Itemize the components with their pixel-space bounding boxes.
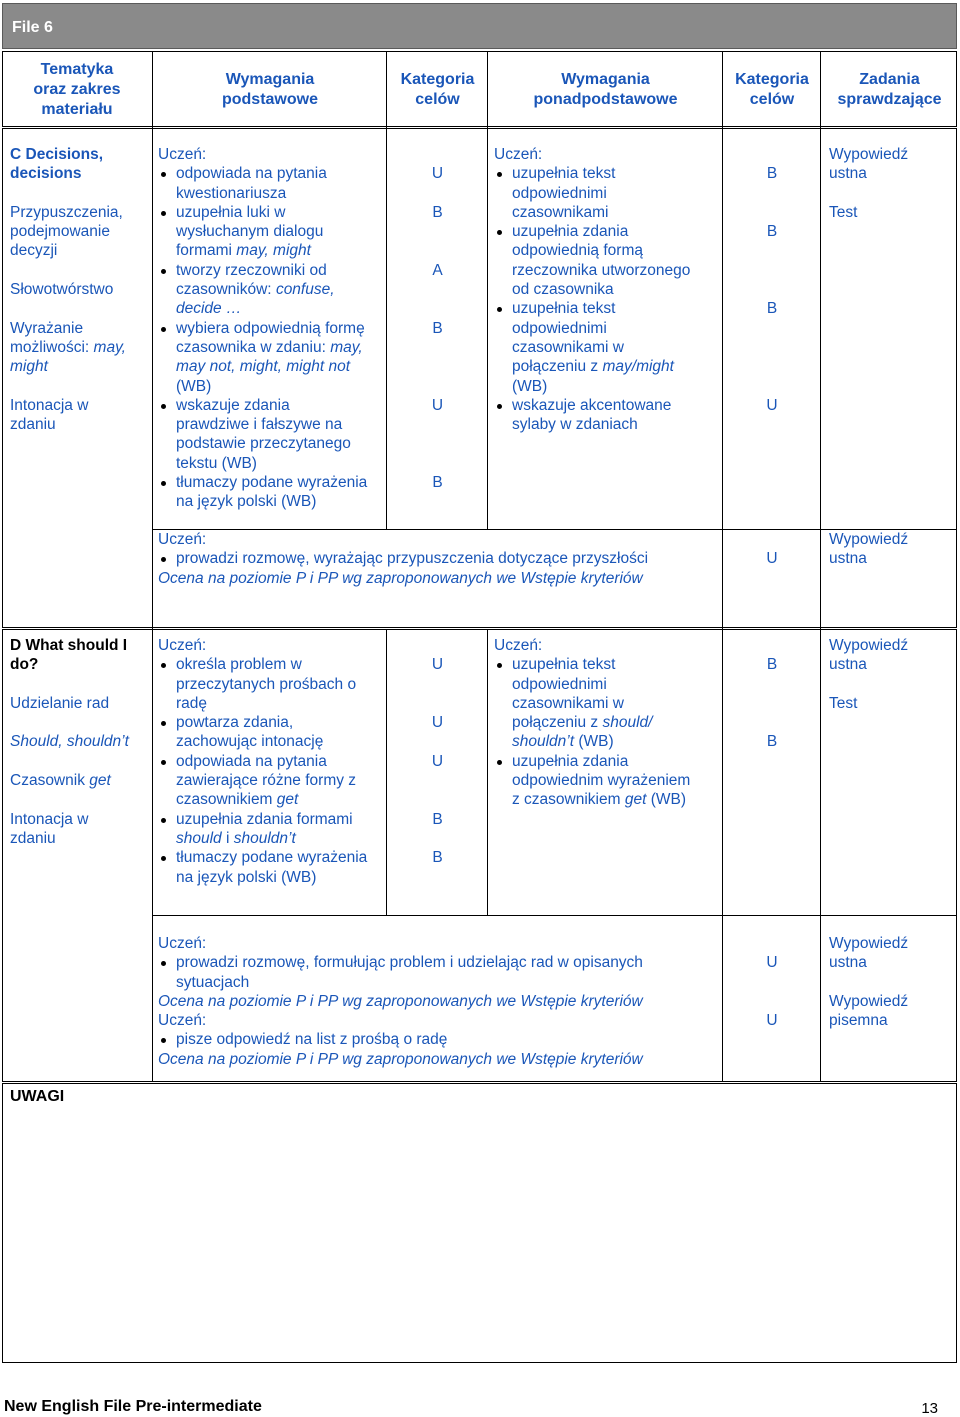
section-c-extra-category: U <box>766 550 778 568</box>
section-c-category-1: U B A B U B <box>431 165 444 492</box>
col-divider <box>487 128 488 529</box>
section-d-extra-requirements: Uczeń: prowadzi rozmowę, formułując problem i udzielając rad w opisanych sytuacjach Ocena na poziomie P i PP wg zaproponowanych we Wstępie kryteriów Uczeń: pisze odpowiedź na list z prośbą o radę Ocena na poziomie P i PP wg zaproponowanych we Wstępie kryteriów <box>158 934 720 1069</box>
list-item: wybiera odpowiednią formę czasownika w zdaniu: may, may not, might, might not (WB) <box>158 319 384 396</box>
section-c-basic-requirements: Uczeń: odpowiada na pytania kwestionariusza uzupełnia luki w wysłuchanym dialogu formami may, might tworzy rzeczowniki od czasowników: confuse, decide … wybiera odpowiednią formę czasownika w zdaniu: may, may not, might, might not (WB) wskazuje zdania prawdziwe i fałszywe na podstawie przeczytanego tekstu (WB) tłumaczy podane wyrażenia na język polski (WB) <box>158 145 384 512</box>
list-item: uzupełnia tekst odpowiednimi czasownikami <box>494 164 720 222</box>
col-divider <box>386 51 387 128</box>
list-item: uzupełnia tekst odpowiednimi czasownikami w połączeniu z may/might (WB) <box>494 299 720 395</box>
list-item: prowadzi rozmowę, formułując problem i udzielając rad w opisanych sytuacjach <box>158 953 720 992</box>
title-bar <box>2 3 957 49</box>
header-category-1: Kategoria celów <box>400 71 475 108</box>
list-item: prowadzi rozmowę, wyrażając przypuszczenia dotyczące przyszłości <box>158 549 720 568</box>
list-item: wskazuje zdania prawdziwe i fałszywe na podstawie przeczytanego tekstu (WB) <box>158 396 384 473</box>
col-divider <box>487 51 488 128</box>
header-advanced-requirements: Wymagania ponadpodstawowe <box>533 71 678 108</box>
header-basic-requirements: Wymagania podstawowe <box>221 71 318 108</box>
col-divider <box>386 629 387 915</box>
header-topic: Tematyka oraz zakres materiału <box>33 61 121 118</box>
list-item: uzupełnia zdania formami should i shouldn’t <box>158 810 384 849</box>
list-item: tworzy rzeczowniki od czasowników: confuse, decide … <box>158 261 384 319</box>
col-divider <box>722 51 723 1082</box>
section-c-extra-requirements: Uczeń: prowadzi rozmowę, wyrażając przypuszczenia dotyczące przyszłości Ocena na poziomie P i PP wg zaproponowanych we Wstępie kryteriów <box>158 530 720 588</box>
list-item: tłumaczy podane wyrażenia na język polski (WB) <box>158 848 384 887</box>
list-item: pisze odpowiedź na list z prośbą o radę <box>158 1030 720 1049</box>
col-divider <box>820 51 821 1082</box>
list-item: odpowiada na pytania kwestionariusza <box>158 164 384 203</box>
list-item: uzupełnia zdania odpowiednią formą rzeczownika utworzonego od czasownika <box>494 222 720 299</box>
list-item: uzupełnia zdania odpowiednim wyrażeniem z czasownikiem get (WB) <box>494 752 720 810</box>
footer-page-number: 13 <box>921 1400 938 1417</box>
section-d-category-2: B B <box>766 656 778 751</box>
uwagi-label: UWAGI <box>10 1088 65 1105</box>
section-c-topic: C Decisions, decisions Przypuszczenia, podejmowanie decyzji Słowotwórstwo Wyrażanie możliwości: may, might Intonacja w zdaniu <box>10 146 126 434</box>
section-d-extra-tasks: Wypowiedź ustna Wypowiedź pisemna <box>829 935 909 1030</box>
section-c-category-2: B B B U <box>766 165 778 414</box>
section-d-tasks: Wypowiedź ustna Test <box>829 637 909 712</box>
list-item: wskazuje akcentowane sylaby w zdaniach <box>494 396 720 435</box>
header-category-2: Kategoria celów <box>735 71 809 108</box>
section-d-basic-requirements: Uczeń: określa problem w przeczytanych prośbach o radę powtarza zdania, zachowując intonację odpowiada na pytania zawierające różne formy z czasownikiem get uzupełnia zdania formami should i shouldn’t tłumaczy podane wyrażenia na język polski (WB) <box>158 636 384 887</box>
file-title: File 6 <box>12 19 53 36</box>
col-divider <box>152 51 153 1082</box>
section-c-advanced-requirements: Uczeń: uzupełnia tekst odpowiednimi czasownikami uzupełnia zdania odpowiednią formą rzeczownika utworzonego od czasownika uzupełnia tekst odpowiednimi czasownikami w połączeniu z may/might (WB) wskazuje akcentowane sylaby w zdaniach <box>494 145 720 434</box>
section-d-advanced-requirements: Uczeń: uzupełnia tekst odpowiednimi czasownikami w połączeniu z should/ shouldn’t (WB) uzupełnia zdania odpowiednim wyrażeniem z czasownikiem get (WB) <box>494 636 720 810</box>
row-divider <box>152 915 957 916</box>
section-d-topic: D What should I do? Udzielanie rad Should, shouldn’t Czasownik get Intonacja w zdaniu <box>10 637 129 847</box>
section-c-tasks: Wypowiedź ustna Test <box>829 146 909 221</box>
section-c-extra-tasks: Wypowiedź ustna <box>829 531 909 568</box>
list-item: odpowiada na pytania zawierające różne formy z czasownikiem get <box>158 752 384 810</box>
header-tasks: Zadania sprawdzające <box>837 71 942 108</box>
col-divider <box>386 128 387 529</box>
list-item: uzupełnia tekst odpowiednimi czasownikami w połączeniu z should/ shouldn’t (WB) <box>494 655 720 751</box>
section-d-category-1: U U U B B <box>431 656 444 867</box>
section-d-extra-category: U U <box>766 954 778 1030</box>
col-divider <box>487 629 488 915</box>
list-item: uzupełnia luki w wysłuchanym dialogu formami may, might <box>158 203 384 261</box>
list-item: powtarza zdania, zachowując intonację <box>158 713 384 752</box>
uwagi-frame <box>2 1083 957 1363</box>
footer-book-title: New English File Pre-intermediate <box>4 1398 262 1415</box>
list-item: tłumaczy podane wyrażenia na język polski (WB) <box>158 473 384 512</box>
list-item: określa problem w przeczytanych prośbach o radę <box>158 655 384 713</box>
